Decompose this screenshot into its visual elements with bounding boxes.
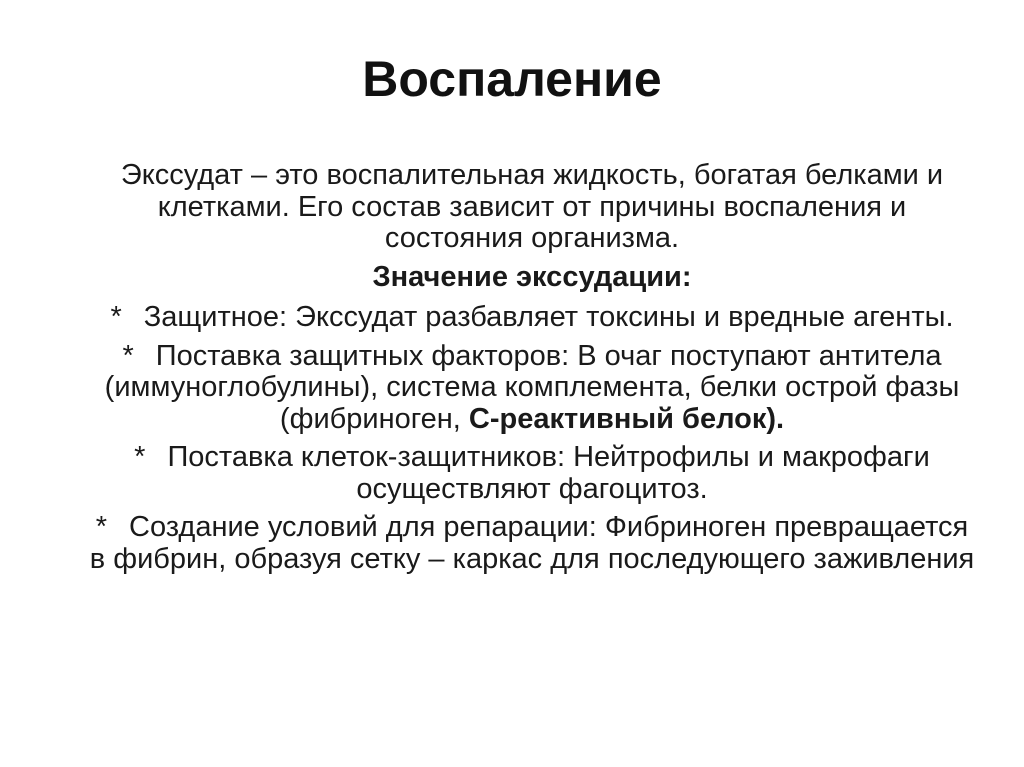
slide-title: Воспаление bbox=[362, 51, 662, 107]
slide-body bbox=[88, 160, 976, 582]
intro-paragraph: Экссудат – это воспалительная жидкость, богатая белками и клетками. Его состав зависит от причины воспаления и состояния организма. bbox=[120, 159, 944, 254]
section-heading: Значение экссудации: bbox=[372, 260, 692, 293]
bullet-marker: * bbox=[110, 301, 122, 333]
bullet-item bbox=[88, 341, 976, 436]
bullet-bold-text: С-реактивный белок). bbox=[468, 402, 785, 435]
bullet-item bbox=[88, 302, 976, 334]
bullet-item bbox=[88, 512, 976, 575]
bullet-text: Создание условий для репарации: Фибриноген превращается в фибрин, образуя сетку – каркас для последующего заживления bbox=[89, 511, 975, 575]
bullet-text: Поставка клеток-защитников: Нейтрофилы и макрофаги осуществляют фагоцитоз. bbox=[167, 441, 930, 505]
bullet-item bbox=[88, 442, 976, 505]
bullet-marker: * bbox=[134, 441, 146, 473]
bullet-text: Защитное: Экссудат разбавляет токсины и вредные агенты. bbox=[143, 301, 954, 333]
bullet-marker: * bbox=[95, 511, 108, 543]
bullet-text: Поставка защитных факторов: В очаг поступают антитела (иммуноглобулины), система комплемента, белки острой фазы (фибриноген, bbox=[104, 339, 960, 435]
bullet-marker: * bbox=[122, 339, 134, 372]
